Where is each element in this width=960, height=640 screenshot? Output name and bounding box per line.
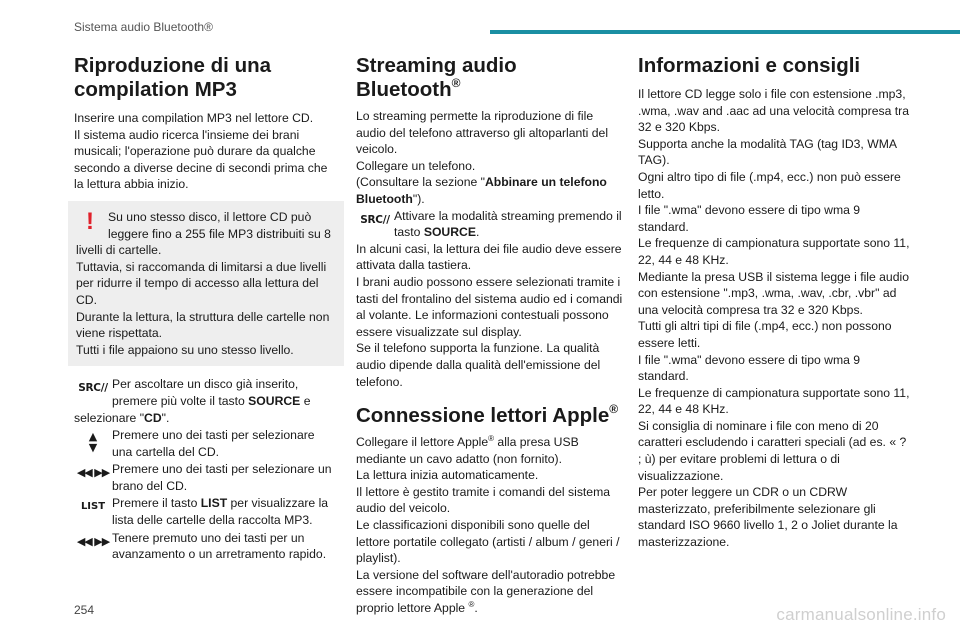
mp3-section-title: Riproduzione di una compilation MP3 xyxy=(74,54,272,101)
warning-line-1: Su uno stesso disco, il lettore CD può leggere fino a 255 file MP3 distribuiti su 8 livelli di cartelle. xyxy=(76,209,331,258)
list-button-icon: LIST xyxy=(80,501,106,513)
streaming-p5: In alcuni casi, la lettura dei file audio deve essere attivata dalla tastiera. xyxy=(356,241,622,273)
streaming-p2: Collegare un telefono. xyxy=(356,158,476,173)
info-line-2: Supporta anche la modalità TAG (tag ID3, WMA TAG). xyxy=(638,136,897,168)
source-button-icon: SRC// xyxy=(360,213,390,226)
info-line-6: Mediante la presa USB il sistema legge i file audio con estensione ".mp3, .wma, .wav, .cbr, .vbr" ad una velocità compresa tra 32 e 320 Kbps. xyxy=(638,269,909,317)
column-mp3 xyxy=(74,54,338,564)
info-line-10: Si consiglia di nominare i file con meno di 20 caratteri escludendo i caratteri speciali (ad es. « ? ; ù) per evitare problemi di lettura o di visualizzazione. xyxy=(638,418,907,483)
page-number: 254 xyxy=(74,603,95,617)
warning-icon: ! xyxy=(86,207,94,235)
mp3-intro-2: Il sistema audio ricerca l'insieme dei brani musicali; l'operazione può durare da qualche secondo a diverse decine di secondi prima che la lettura abbia inizio. xyxy=(74,127,328,192)
info-line-1: Il lettore CD legge solo i file con estensione .mp3, .wma, .wav and .aac ad una velocità compresa tra 32 e 320 Kbps. xyxy=(638,87,909,135)
fast-forward-instruction: ◀◀ ▶▶ Tenere premuto uno dei tasti per un avanzamento o un arretramento rapido. xyxy=(74,530,338,563)
mp3-intro-1: Inserire una compilation MP3 nel lettore CD. xyxy=(74,111,314,125)
warning-box xyxy=(68,201,344,366)
info-section-title: Informazioni e consigli xyxy=(638,54,861,77)
streaming-p3: (Consultare la sezione "Abbinare un telefono Bluetooth"). xyxy=(356,175,607,206)
streaming-section-title: Streaming audio Bluetooth® xyxy=(356,54,517,101)
info-line-4: I file ".wma" devono essere di tipo wma 9 standard. xyxy=(638,203,861,234)
warning-line-3: Durante la lettura, la struttura delle cartelle non viene rispettata. xyxy=(76,309,330,341)
header-accent-bar xyxy=(490,30,960,34)
warning-line-2: Tuttavia, si raccomanda di limitarsi a due livelli per ridurre il tempo di accesso alla lettura del CD. xyxy=(76,259,327,307)
column-streaming xyxy=(356,54,624,617)
info-line-3: Ogni altro tipo di file (.mp4, ecc.) non può essere letto. xyxy=(638,169,901,201)
prev-next-track-icon: ◀◀ ▶▶ xyxy=(76,466,110,480)
warning-line-4: Tutti i file appaiono su uno stesso livello. xyxy=(76,342,294,357)
apple-q3: Il lettore è gestito tramite i comandi del sistema audio del veicolo. xyxy=(356,484,611,516)
running-header: Sistema audio Bluetooth® xyxy=(74,20,213,34)
info-line-11: Per poter leggere un CDR o un CDRW masterizzato, preferibilmente selezionare gli standard ISO 9660 livello 1, 2 o Joliet durante la masterizzazione. xyxy=(638,485,898,550)
fast-forward-rewind-icon: ◀◀ ▶▶ xyxy=(76,534,110,548)
track-select-instruction: ◀◀ ▶▶ Premere uno dei tasti per selezionare un brano del CD. xyxy=(74,461,338,494)
list-instruction: LIST Premere il tasto LIST per visualizzare la lista delle cartelle della raccolta MP3. xyxy=(74,495,338,528)
info-line-7: Tutti gli altri tipi di file (.mp4, ecc.) non possono essere letti. xyxy=(638,319,892,350)
apple-q1: Collegare il lettore Apple® alla presa USB mediante un cavo adatto (non fornito). xyxy=(356,434,579,466)
folder-select-instruction: ▲ ▼ Premere uno dei tasti per selezionare una cartella del CD. xyxy=(74,427,338,460)
apple-q2: La lettura inizia automaticamente. xyxy=(356,468,539,483)
up-down-arrows-icon: ▲ ▼ xyxy=(88,430,98,455)
info-line-9: Le frequenze di campionatura supportate sono 11, 22, 44 e 48 KHz. xyxy=(638,385,910,417)
streaming-p7: Se il telefono supporta la funzione. La qualità audio dipende dalla qualità dell'emissione del telefono. xyxy=(356,341,601,389)
apple-q5: La versione del software dell'autoradio potrebbe essere incompatibile con la generazione del proprio lettore Apple ®. xyxy=(356,567,616,616)
info-line-8: I file ".wma" devono essere di tipo wma 9 standard. xyxy=(638,352,861,384)
apple-q4: Le classificazioni disponibili sono quelle del lettore portatile collegato (artisti / album / generi / playlist). xyxy=(356,518,620,566)
source-cd-instruction: SRC// Per ascoltare un disco già inserito, premere più volte il tasto SOURCE e selezionare "CD". xyxy=(74,377,311,425)
apple-section-title: Connessione lettori Apple® xyxy=(356,402,619,428)
streaming-source-instruction: SRC// Attivare la modalità streaming premendo il tasto SOURCE. xyxy=(356,208,624,241)
column-info xyxy=(638,54,910,551)
watermark: carmanualsonline.info xyxy=(776,605,946,624)
streaming-p6: I brani audio possono essere selezionati tramite i tasti del frontalino del sistema audio ed i comandi al volante. Le informazioni contestuali possono essere visualizzate sul display. xyxy=(356,274,623,339)
source-button-icon: SRC// xyxy=(78,382,108,395)
streaming-p1: Lo streaming permette la riproduzione di file audio del telefono attraverso gli altoparlanti del veicolo. xyxy=(356,109,609,157)
info-line-5: Le frequenze di campionatura supportate sono 11, 22, 44 e 48 KHz. xyxy=(638,236,910,267)
